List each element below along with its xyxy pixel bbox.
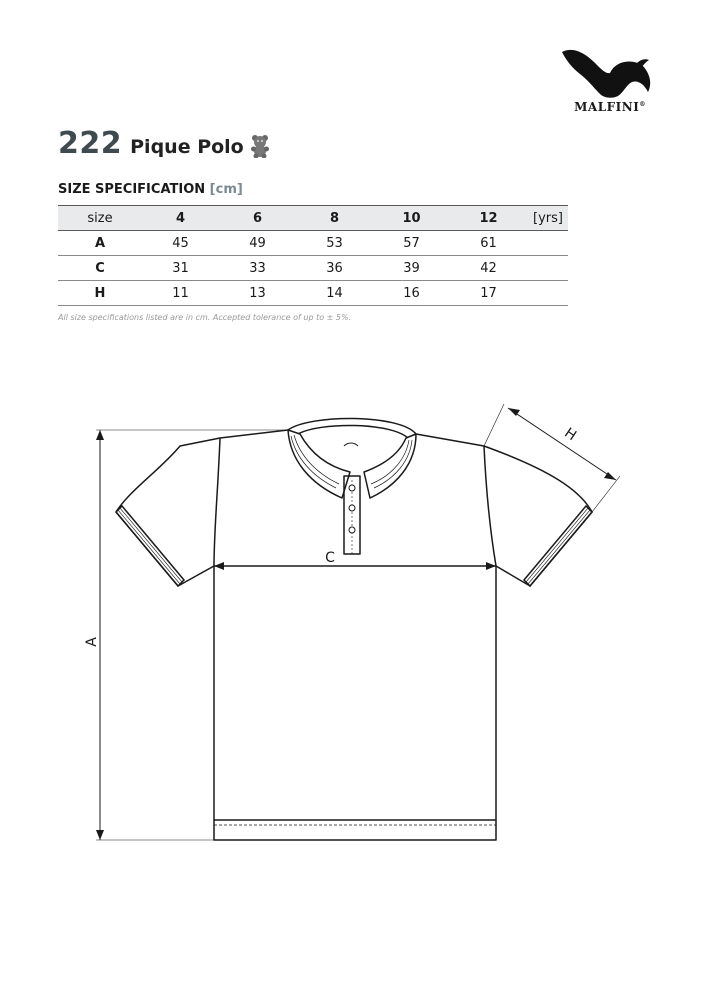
table-cell: 42: [480, 260, 497, 276]
model-number: 222: [58, 126, 123, 161]
table-row: [58, 256, 568, 281]
tolerance-note: All size specifications listed are in cm. Accepted tolerance of up to ± 5%.: [58, 313, 352, 322]
header-cell: size: [87, 210, 113, 226]
spec-unit: [cm]: [209, 182, 243, 197]
table-cell: 31: [172, 260, 189, 276]
dimension-h-label: H: [561, 425, 580, 445]
size-table: [58, 205, 568, 306]
table-cell-empty: [527, 256, 568, 281]
table-cell: 49: [249, 235, 266, 251]
dimension-a-label: A: [84, 637, 100, 647]
table-cell-empty: [527, 281, 568, 306]
header-cell: 12: [479, 210, 498, 226]
table-cell: 17: [480, 285, 497, 301]
table-row: [58, 231, 568, 256]
brand-name: MALFINI®: [574, 100, 646, 114]
header-cell: 8: [329, 210, 340, 226]
table-cell: 16: [403, 285, 420, 301]
table-cell: 13: [249, 285, 266, 301]
row-label: C: [95, 260, 105, 276]
header-cell: 10: [402, 210, 421, 226]
table-cell: 53: [326, 235, 343, 251]
teddy-bear-icon: [250, 134, 270, 158]
table-cell: 33: [249, 260, 266, 276]
row-label: A: [94, 235, 106, 251]
product-title: [58, 126, 270, 166]
dimension-c-label: C: [325, 550, 335, 566]
polo-shirt-drawing: [60, 380, 660, 850]
table-cell: 57: [403, 235, 420, 251]
table-cell-empty: [527, 231, 568, 256]
table-cell: 61: [480, 235, 497, 251]
table-header-row: [58, 206, 568, 231]
table-cell: 39: [403, 260, 420, 276]
row-label: H: [94, 285, 106, 301]
polo-diagram: [60, 380, 660, 850]
table-cell: 11: [172, 285, 189, 301]
table-cell: 36: [326, 260, 343, 276]
table-cell: 45: [172, 235, 189, 251]
spec-heading: SIZE SPECIFICATION [cm]: [58, 182, 243, 197]
product-name: Pique Polo: [130, 136, 244, 158]
header-cell: 6: [252, 210, 263, 226]
eagle-icon: [552, 40, 662, 102]
table-cell: 14: [326, 285, 343, 301]
age-unit: [yrs]: [533, 210, 563, 226]
header-cell: 4: [175, 210, 186, 226]
table-row: [58, 281, 568, 306]
